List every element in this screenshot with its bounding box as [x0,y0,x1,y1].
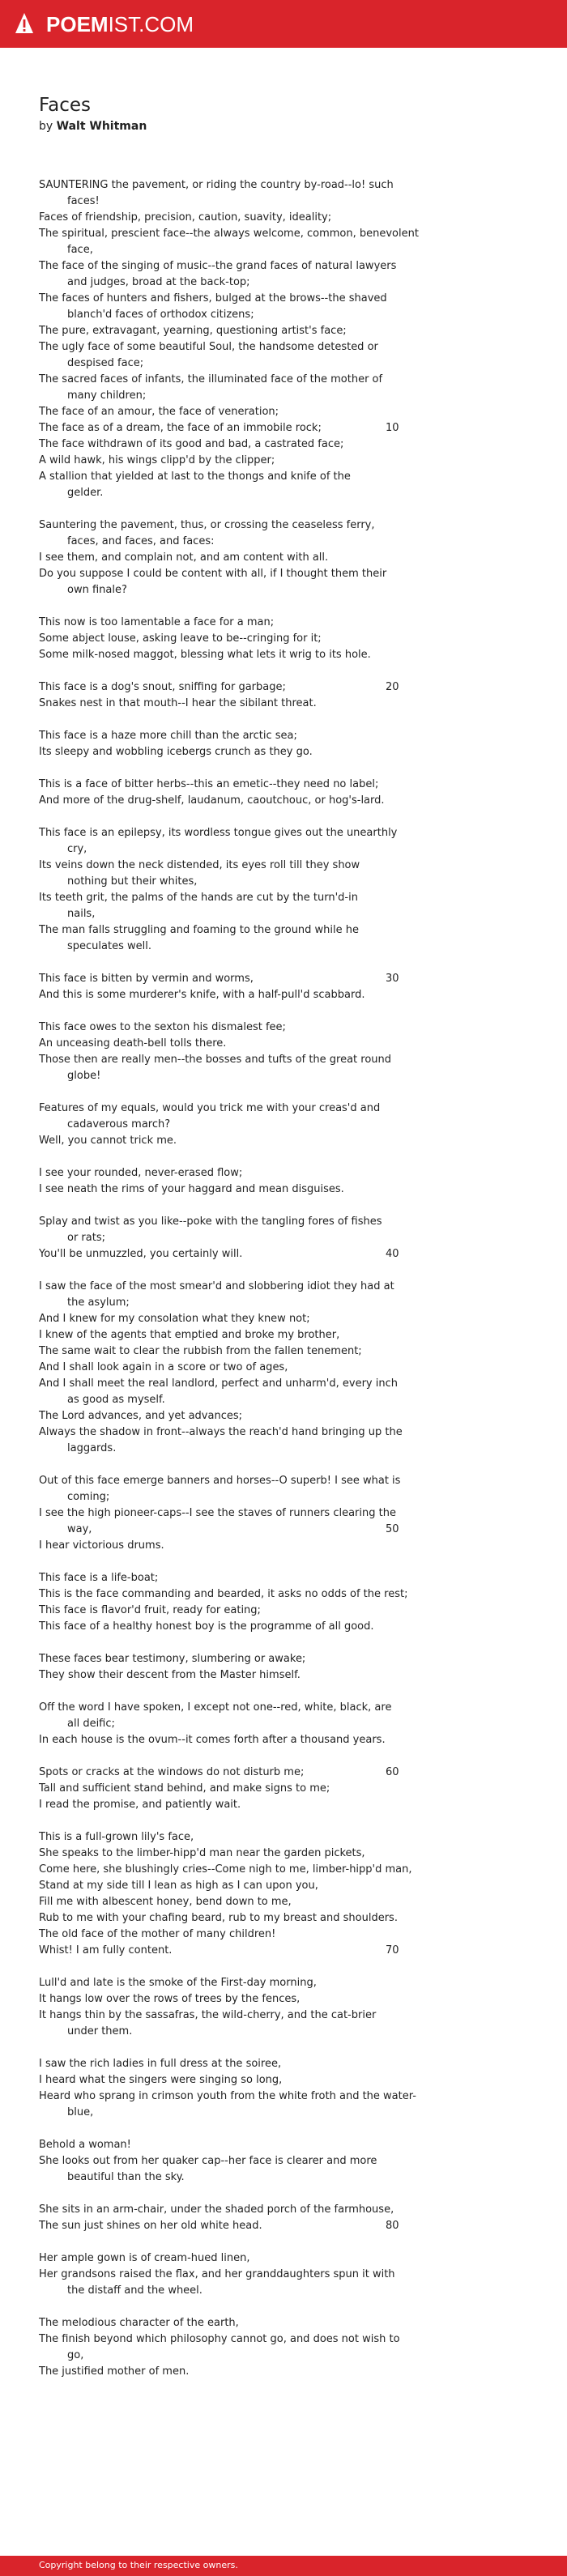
line-number: 50 [386,1523,399,1535]
poem-line [39,1036,525,1052]
poem-stanza [39,2056,525,2121]
poem-line [39,2024,525,2040]
poem-line [39,1781,525,1797]
poem-line [39,566,525,582]
poem-line [39,226,525,242]
poem-line [39,1603,525,1619]
poem-line-text: all deific; [67,1718,115,1730]
poem-line [39,1700,525,1716]
poem-stanza [39,2250,525,2299]
poem-line [39,1182,525,1198]
poem-line-text: A wild hawk, his wings clipp'd by the clipper; [39,454,275,466]
poem-line-text: Her ample gown is of cream-hued linen, [39,2252,250,2264]
line-number: 40 [386,1248,399,1260]
poem-line [39,1538,525,1554]
poem-line [39,2283,525,2299]
poem-line-text: Spots or cracks at the windows do not disturb me; [39,1766,305,1778]
poem-line-text: This face owes to the sexton his dismalest fee; [39,1021,286,1033]
poem-line [39,2218,525,2234]
poem-line [39,971,525,987]
poem-line-text: Stand at my side till I lean as high as I can upon you, [39,1880,318,1892]
poem-line-text: Snakes nest in that mouth--I hear the sibilant threat. [39,697,317,709]
poem-line-text: This face is flavor'd fruit, ready for eating; [39,1604,261,1616]
poem-line-text: You'll be unmuzzled, you certainly will. [39,1248,243,1260]
poem-line [39,582,525,598]
poem-line [39,858,525,874]
poem-line-text: beautiful than the sky. [67,2171,185,2183]
line-number: 70 [386,1944,399,1956]
poem-line-text: In each house is the ovum--it comes forth after a thousand years. [39,1734,386,1746]
poem-stanza [39,777,525,809]
line-number: 20 [386,681,399,693]
poem-line [39,210,525,226]
poem-line-text: The Lord advances, and yet advances; [39,1410,243,1422]
poem-line-text: Always the shadow in front--always the reach'd hand bringing up the [39,1426,403,1438]
poem-line-text: Off the word I have spoken, I except not one--red, white, black, are [39,1701,392,1714]
poem-line-text: I hear victorious drums. [39,1539,164,1552]
poem-line-text: SAUNTERING the pavement, or riding the country by-road--lo! such [39,179,394,191]
poem-stanza [39,517,525,598]
poem-line [39,550,525,566]
poem-line-text: The faces of hunters and fishers, bulged at the brows--the shaved [39,292,387,304]
poem-line [39,939,525,955]
poem-line [39,1829,525,1846]
poem-stanza [39,1214,525,1262]
poem-line [39,631,525,647]
poem-line [39,1165,525,1182]
poem-line-text: under them. [67,2025,133,2037]
poem-stanza [39,1651,525,1684]
poem-line [39,1765,525,1781]
poem-line-text: And I shall meet the real landlord, perfect and unharm'd, every inch [39,1377,398,1390]
poem-line [39,2088,525,2105]
poem-line [39,1570,525,1586]
poem-line-text: Some milk-nosed maggot, blessing what lets it wrig to its hole. [39,649,371,661]
poem-line-text: despised face; [67,357,144,369]
poem-line [39,177,525,194]
poem-line-text: faces, and faces, and faces: [67,535,215,547]
poem-line [39,696,525,712]
poem-line-text: I saw the rich ladies in full dress at the soiree, [39,2058,282,2070]
poem-line [39,647,525,663]
poem-line [39,1943,525,1959]
poem-line [39,1894,525,1910]
poem-line-text: The justified mother of men. [39,2365,190,2378]
poem-line [39,1117,525,1133]
poem-line-text: or rats; [67,1232,105,1244]
poem-line-text: faces! [67,195,100,207]
poem-line-text: Tall and sufficient stand behind, and make signs to me; [39,1782,330,1795]
poem-line-text: I saw the face of the most smear'd and slobbering idiot they had at [39,1280,394,1292]
poem-line [39,728,525,744]
poem-stanza [39,2315,525,2380]
poem-line [39,2267,525,2283]
poem-line [39,744,525,760]
brand-name-bold: POEM [46,12,109,36]
site-footer [0,2556,567,2576]
poem-line-text: The face of the singing of music--the grand faces of natural lawyers [39,260,397,272]
poem-line-text: Its teeth grit, the palms of the hands are cut by the turn'd-in [39,892,358,904]
poem-line-text: The face withdrawn of its good and bad, a castrated face; [39,438,344,450]
poem-line [39,1052,525,1068]
poem-line-text: nails, [67,908,96,920]
poem-line-text: the distaff and the wheel. [67,2284,202,2297]
poem-line [39,2331,525,2348]
poem-line-text: I read the promise, and patiently wait. [39,1799,241,1811]
poem-line-text: Its sleepy and wobbling icebergs crunch as they go. [39,746,313,758]
poem-line [39,1327,525,1343]
poem-line-text: And I shall look again in a score or two of ages, [39,1361,288,1373]
site-header [0,0,567,48]
poem-line [39,307,525,323]
poem-line-text: I see the high pioneer-caps--I see the staves of runners clearing the [39,1507,396,1519]
poem-line [39,1716,525,1732]
poem-line-text: Well, you cannot trick me. [39,1135,177,1147]
poem-line-text: gelder. [67,487,104,499]
poem-line-text: The man falls struggling and foaming to the ground while he [39,924,360,936]
poem-line-text: way, [67,1523,92,1535]
poem-line-text: as good as myself. [67,1394,165,1406]
poem-line-text: A stallion that yielded at last to the thongs and knife of the [39,470,351,483]
poem-line [39,517,525,534]
poem-line [39,2250,525,2267]
poem-line-text: cry, [67,843,87,855]
poem-line-text: Her grandsons raised the flax, and her granddaughters spun it with [39,2268,395,2280]
poem-stanza [39,2137,525,2186]
poem-line [39,291,525,307]
poem-line-text: The spiritual, prescient face--the always welcome, common, benevolent [39,228,419,240]
poem-line [39,242,525,258]
poem-line-text: The face of an amour, the face of veneration; [39,406,279,418]
poem-line-text: globe! [67,1070,101,1082]
poem-line-text: Features of my equals, would you trick me with your creas'd and [39,1102,381,1114]
poem-line-text: They show their descent from the Master himself. [39,1669,301,1681]
poem-line-text: speculates well. [67,940,151,952]
poem-line [39,987,525,1003]
poem-line-text: This face of a healthy honest boy is the programme of all good. [39,1620,374,1633]
poem-line-text: The sacred faces of infants, the illuminated face of the mother of [39,373,383,385]
poem-line [39,275,525,291]
poem-line-text: She speaks to the limber-hipp'd man near the garden pickets, [39,1847,365,1859]
poem-line [39,1020,525,1036]
poem-line [39,404,525,420]
poem-line-text: I heard what the singers were singing so long, [39,2074,283,2086]
poem-line [39,2137,525,2153]
poem-line [39,679,525,696]
poem-stanza [39,1829,525,1959]
poem-line [39,2315,525,2331]
poem-line-text: This now is too lamentable a face for a man; [39,616,275,628]
poem-line-text: Behold a woman! [39,2139,131,2151]
poem-line-text: These faces bear testimony, slumbering or awake; [39,1653,306,1665]
brand-name-light: IST.COM [108,12,194,36]
poem-line-text: This face is an epilepsy, its wordless tongue gives out the unearthly [39,827,398,839]
poem-line [39,436,525,453]
poem-line-text: I knew of the agents that emptied and broke my brother, [39,1329,340,1341]
poem-line-text: The melodious character of the earth, [39,2317,239,2329]
poem-stanza [39,971,525,1003]
poem-stanza [39,728,525,760]
poem-line-text: This is a full-grown lily's face, [39,1831,194,1843]
site-logo-link[interactable] [46,12,194,36]
poem-line [39,1133,525,1149]
poem-line-text: nothing but their whites, [67,875,198,888]
poem-line [39,2169,525,2186]
poem-line [39,922,525,939]
poem-line [39,1846,525,1862]
poem-line-text: and judges, broad at the back-top; [67,276,250,288]
poem-line [39,1797,525,1813]
poem-line [39,825,525,841]
poem-stanza [39,825,525,955]
poem-line-text: I see your rounded, never-erased flow; [39,1167,243,1179]
poem-line [39,1927,525,1943]
poem-line [39,388,525,404]
poem-stanza [39,2202,525,2234]
poem-line [39,1279,525,1295]
line-number: 80 [386,2220,399,2232]
poem-line-text: Come here, she blushingly cries--Come nigh to me, limber-hipp'd man, [39,1863,412,1876]
poem-line-text: laggards. [67,1442,117,1454]
poem-line [39,258,525,275]
poem-line [39,1441,525,1457]
poem-line [39,1214,525,1230]
poem-line-text: Some abject louse, asking leave to be--cringing for it; [39,632,322,645]
poem-line [39,469,525,485]
poem-line-text: own finale? [67,584,127,596]
poem-line [39,615,525,631]
poem-line [39,339,525,356]
poem-line [39,1360,525,1376]
poem-line-text: blue, [67,2106,94,2118]
line-number: 10 [386,422,399,434]
line-number: 60 [386,1766,399,1778]
poem-line-text: The face as of a dream, the face of an immobile rock; [39,422,322,434]
poem-line [39,906,525,922]
poem-line-text: many children; [67,390,147,402]
poem-line-text: She looks out from her quaker cap--her face is clearer and more [39,2155,377,2167]
poem-line [39,1408,525,1424]
poem-line-text: It hangs thin by the sassafras, the wild-cherry, and the cat-brier [39,2009,377,2021]
poem-line-text: Do you suppose I could be content with all, if I thought them their [39,568,387,580]
poem-line-text: Its veins down the neck distended, its eyes roll till they show [39,859,360,871]
poem-line [39,841,525,858]
poem-line-text: Faces of friendship, precision, caution, suavity, ideality; [39,211,332,224]
poem-stanza [39,1165,525,1198]
poem-stanza [39,1765,525,1813]
poem-line [39,1376,525,1392]
poem-line [39,777,525,793]
poem-line-text: Whist! I am fully content. [39,1944,173,1956]
poem-line-text: It hangs low over the rows of trees by the fences, [39,1993,301,2005]
poem-line [39,1489,525,1505]
poem-stanza [39,1570,525,1635]
poem-line-text: The old face of the mother of many children! [39,1928,276,1940]
poem-line [39,1732,525,1748]
poem-line-text: This face is a haze more chill than the arctic sea; [39,730,297,742]
poem-stanza [39,1700,525,1748]
poem-stanza [39,177,525,501]
poem-title: Faces [39,95,91,116]
author-link[interactable]: Walt Whitman [56,120,147,133]
poem-body [39,177,525,2396]
poem-line-text: Out of this face emerge banners and horses--O superb! I see what is [39,1475,401,1487]
poem-line [39,1068,525,1084]
poem-line [39,1975,525,1991]
poem-line [39,1667,525,1684]
poem-stanza [39,615,525,663]
poem-line-text: Rub to me with your chafing beard, rub to my breast and shoulders. [39,1912,398,1924]
poem-line-text: This face is bitten by vermin and worms, [39,973,254,985]
poem-line-text: coming; [67,1491,110,1503]
poem-line [39,1473,525,1489]
poem-line-text: Lull'd and late is the smoke of the First-day morning, [39,1977,317,1989]
poem-line-text: And more of the drug-shelf, laudanum, caoutchouc, or hog's-lard. [39,794,385,807]
byline-prefix: by [39,120,53,133]
poem-stanza [39,1020,525,1084]
poem-line [39,1862,525,1878]
poem-line [39,194,525,210]
poem-line-text: Sauntering the pavement, thus, or crossing the ceaseless ferry, [39,519,375,531]
poem-line [39,1392,525,1408]
poem-line [39,1343,525,1360]
line-number: 30 [386,973,399,985]
poem-line-text: The same wait to clear the rubbish from the fallen tenement; [39,1345,362,1357]
poem-line-text: I see neath the rims of your haggard and mean disguises. [39,1183,344,1195]
poem-line [39,1586,525,1603]
poem-line [39,1991,525,2008]
poem-line-text: blanch'd faces of orthodox citizens; [67,309,254,321]
poem-line [39,2153,525,2169]
poem-line [39,2348,525,2364]
poem-line-text: face, [67,244,93,256]
poem-line [39,1619,525,1635]
poem-line-text: This face is a dog's snout, sniffing for garbage; [39,681,286,693]
poem-line-text: The finish beyond which philosophy cannot go, and does not wish to [39,2333,400,2345]
poem-line-text: The ugly face of some beautiful Soul, the handsome detested or [39,341,378,353]
poem-line [39,1424,525,1441]
poem-stanza [39,1279,525,1457]
poem-line [39,323,525,339]
poem-line-text: And I knew for my consolation what they knew not; [39,1313,310,1325]
poem-line [39,1651,525,1667]
poem-stanza [39,1975,525,2040]
poem-line-text: Heard who sprang in crimson youth from the white froth and the water- [39,2090,416,2102]
poem-line [39,534,525,550]
poem-line-text: I see them, and complain not, and am content with all. [39,551,329,564]
poem-line [39,2056,525,2072]
warning-triangle-logo-icon[interactable] [15,12,34,34]
poem-line [39,874,525,890]
poem-line [39,2105,525,2121]
poem-line [39,2008,525,2024]
poem-line [39,1311,525,1327]
poem-line [39,890,525,906]
poem-line-text: The sun just shines on her old white head. [39,2220,262,2232]
poem-line [39,1505,525,1522]
poem-byline [39,119,147,134]
poem-line [39,372,525,388]
copyright-notice: Copyright belong to their respective owners. [39,2560,238,2570]
poem-line [39,1878,525,1894]
poem-line-text: This is the face commanding and bearded, it asks no odds of the rest; [39,1588,408,1600]
poem-line-text: the asylum; [67,1297,130,1309]
poem-line [39,1522,525,1538]
poem-line [39,356,525,372]
poem-line [39,453,525,469]
poem-line [39,2364,525,2380]
poem-line-text: And this is some murderer's knife, with a half-pull'd scabbard. [39,989,365,1001]
poem-line-text: go, [67,2349,84,2361]
poem-line-text: This face is a life-boat; [39,1572,159,1584]
poem-line-text: Splay and twist as you like--poke with the tangling fores of fishes [39,1216,382,1228]
poem-stanza [39,1473,525,1554]
poem-line [39,1910,525,1927]
poem-line-text: This is a face of bitter herbs--this an emetic--they need no label; [39,778,379,790]
poem-line-text: An unceasing death-bell tolls there. [39,1037,227,1050]
poem-line [39,1295,525,1311]
poem-line [39,485,525,501]
poem-line-text: cadaverous march? [67,1118,171,1130]
poem-line [39,1230,525,1246]
poem-line-text: Fill me with albescent honey, bend down to me, [39,1896,292,1908]
poem-line [39,1101,525,1117]
poem-stanza [39,1101,525,1149]
poem-line [39,2072,525,2088]
poem-stanza [39,679,525,712]
poem-line-text: The pure, extravagant, yearning, questioning artist's face; [39,325,347,337]
poem-line-text: She sits in an arm-chair, under the shaded porch of the farmhouse, [39,2203,394,2216]
poem-line [39,1246,525,1262]
poem-line-text: Those then are really men--the bosses and tufts of the great round [39,1054,392,1066]
poem-line [39,2202,525,2218]
poem-line [39,793,525,809]
poem-line [39,420,525,436]
